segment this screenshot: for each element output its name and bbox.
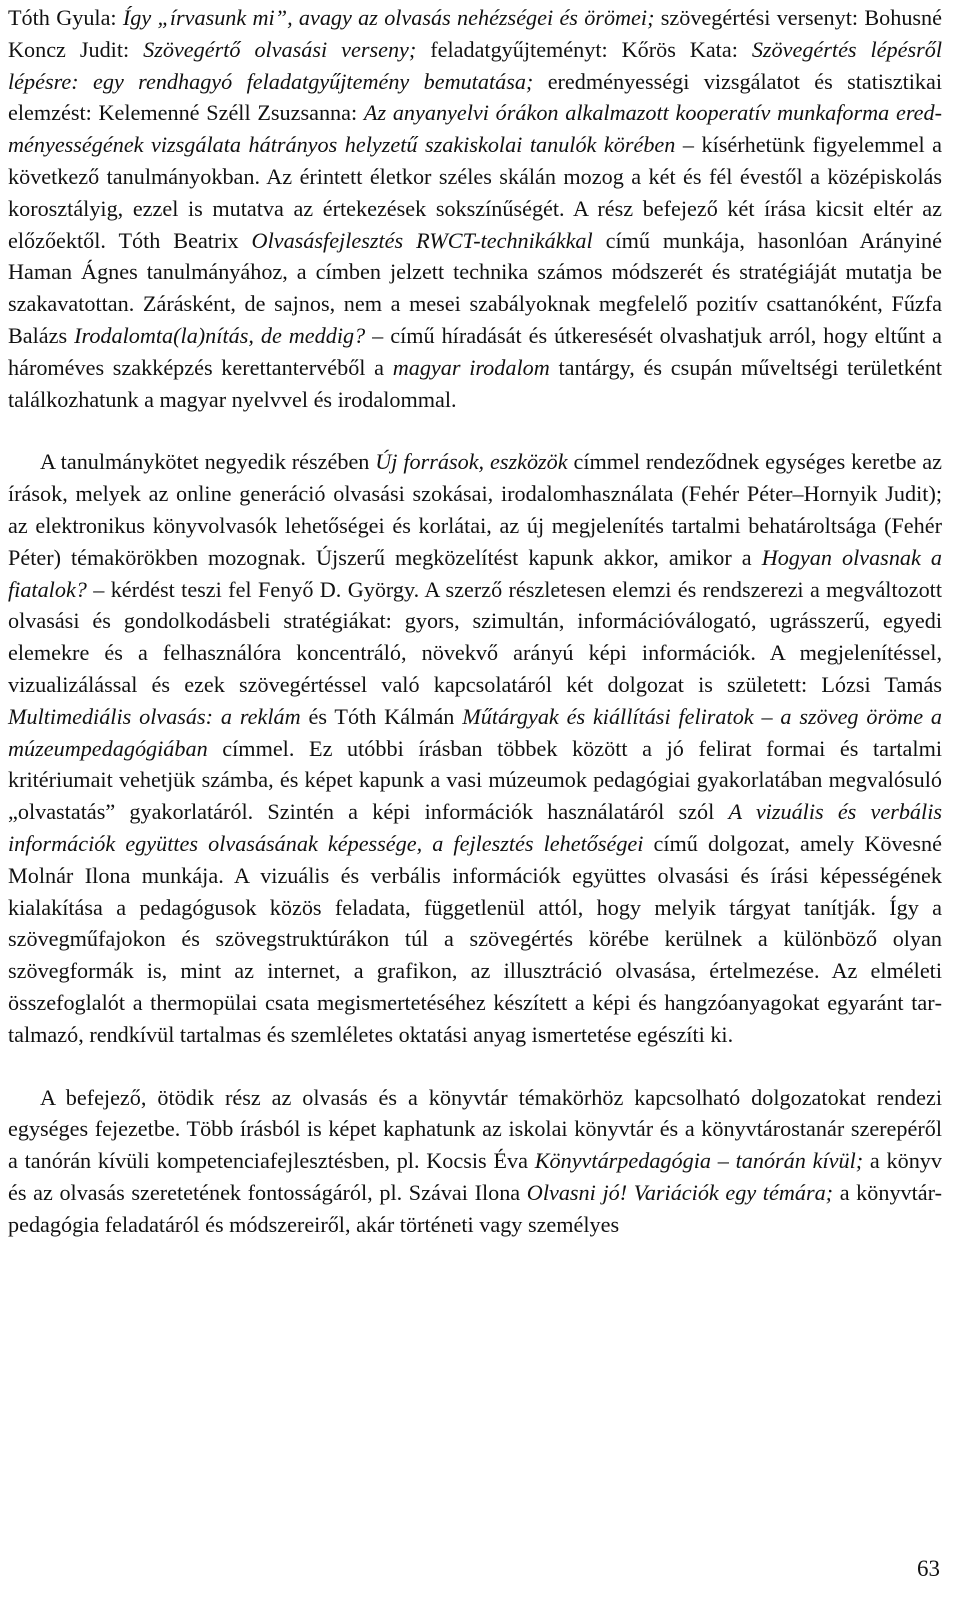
paragraph-gap [8,415,942,446]
paragraph-3 [8,1082,942,1241]
body-text: A tanulmánykötet negyedik részében [40,449,376,475]
body-text: – című híradását és útkeresését olvashatjuk arról, hogy eltűnt a hároméves szakképzés kerettantervéből a [8,322,942,380]
body-text: A befejező, ötödik rész az olvasás és a könyvtár témakörhöz kapcsolható dolgozatokat rendezi egységes fejezetbe. Több írásból is képet kaphatunk az iskolai könyvtár és a könyvtárostanár szerepéről a tanórán kívüli kompetenciafejlesztésben, pl. Kocsis Éva [8,1084,942,1174]
body-text: tantárgy, és csupán műveltségi területként találkozhatunk a magyar nyelvvel és irodalommal. [8,354,942,412]
italic-title-text: magyar irodalom [392,354,550,380]
body-text: a könyvtár-pedagógia feladatáról és módszereiről, akár történeti vagy személyes [8,1179,942,1237]
body-text: feladatgyűjteményt: Kőrös Kata: [416,36,752,62]
italic-title-text: Új források, eszközök [375,449,568,475]
body-text: Tóth Gyula: [8,5,123,30]
italic-title-text: Irodalomta(la)nítás, de meddig? [74,322,366,348]
paragraph-gap [8,1051,942,1082]
body-text: szövegértési versenyt: Bohusné Koncz Judit: [8,5,942,62]
body-text: és Tóth Kálmán [300,703,463,729]
body-text: című dolgozat, amely Kövesné Molnár Ilona munkája. A vizuális és verbális információk együttes olvasási és írási képességének kialakítása a pedagógusok közös feladata, függetlenül attól, hogy melyik tárgyat tanítják. Így a szövegműfajokon és szövegstruktúrákon túl a szövegértés körébe kerülnek a különböző olyan szövegformák is, mint az internet, a grafikon, az illusztráció olvasása, értelmezése. Az elméleti összefoglalót a thermopülai csata megismertetéséhez készített a képi és hangzóanyagokat egyaránt tartalmazó, rendkívül tartalmas és szemléletes oktatási anyag ismertetése egészíti ki. [8,830,942,1047]
italic-title-text: Szövegértés lépésről lépésre: egy rendhagyó feladatgyűjtemény bemutatása; [8,36,942,94]
italic-title-text: A vizuális és verbális információk együttes olvasásának képessége, a fejlesztés lehetőségei [8,799,942,856]
italic-title-text: Könyvtárpedagógia – tanórán kívül; [534,1148,864,1174]
italic-title-text: Műtárgyak és kiállítási feliratok – a szöveg öröme a múzeumpedagógiában [8,703,942,761]
italic-title-text: Multimediális olvasás: a reklám [8,703,301,729]
italic-title-text: Olvasásfejlesztés RWCT-technikákkal [251,227,593,253]
body-text: címmel. Ez utóbbi írásban többek között a jó felirat formai és tartalmi kritériumait vehetjük számba, és képet kapunk a vasi múzeumok pedagógiai gyakorlatában megvalósuló „olvastatás” gyakorlatáról. Szintén a képi információk használatáról szól [8,735,942,825]
page-number: 63 [917,1556,940,1581]
page-body [8,2,942,1240]
body-text: címmel rendeződnek egységes keretbe az írások, melyek az online generáció olvasási szokásai, irodalomhasználata (Fehér Péter–Hornyik Judit); az elektronikus könyvolvasók lehetőségei és korlátai, az új megjelenítés tartalmi behatároltsága (Fehér Péter) témakörökben mozognak. Újszerű megközelítést kapunk akkor, amikor a [8,449,942,570]
body-text: című munkája, hasonlóan Arányiné Haman Ágnes tanulmányához, a címben jelzett technika számos módszerét és stratégiáját mutatja be szakavatottan. Zárásként, de sajnos, nem a mesei szabályoknak megfelelő pozitív csattanóként, Fűzfa Balázs [8,227,943,348]
italic-title-text: Az anyanyelvi órákon alkalmazott kooperatív munkaforma eredményességének vizsgálata hátrányos helyzetű szakiskolai tanulók körében [8,100,942,158]
paragraph-1 [8,2,942,415]
body-text: – kérdést teszi fel Fenyő D. György. A szerző részletesen elemzi és rendszerezi a megváltozott olvasási és gondolkodásbeli stratégiákat: gyors, szimultán, információválogató, ugrásszerű, egyedi elemekre és a felhasználóra koncentráló, növekvő arányú képi információk. A megjelenítéssel, vizualizálással és ezek szövegértéssel való kapcsolatáról két dolgozat is született: Lózsi Tamás [8,576,942,697]
body-text: eredményességi vizsgálatot és statisztikai elemzést: Kelemenné Széll Zsuzsanna: [8,68,942,126]
italic-title-text: Szövegértő olvasási verseny; [143,36,417,62]
body-text: a könyv és az olvasás szeretetének fontosságáról, pl. Szávai Ilona [8,1148,942,1205]
italic-title-text: Így „írvasunk mi”, avagy az olvasás nehézségei és örömei; [122,5,655,30]
italic-title-text: Olvasni jó! Variációk egy témára; [526,1179,834,1205]
body-text: – kísérhetünk figyelemmel a következő tanulmányokban. Az érintett életkor széles skálán mozog a két és fél évestől a középiskolás korosztályig, ezzel is mutatva az értekezések sokszínűségét. A rész befejező két írása kicsit eltér az előzőektől. Tóth Beatrix [8,132,942,253]
paragraph-2 [8,446,942,1050]
italic-title-text: Hogyan olvasnak a fiatalok? [8,544,942,602]
